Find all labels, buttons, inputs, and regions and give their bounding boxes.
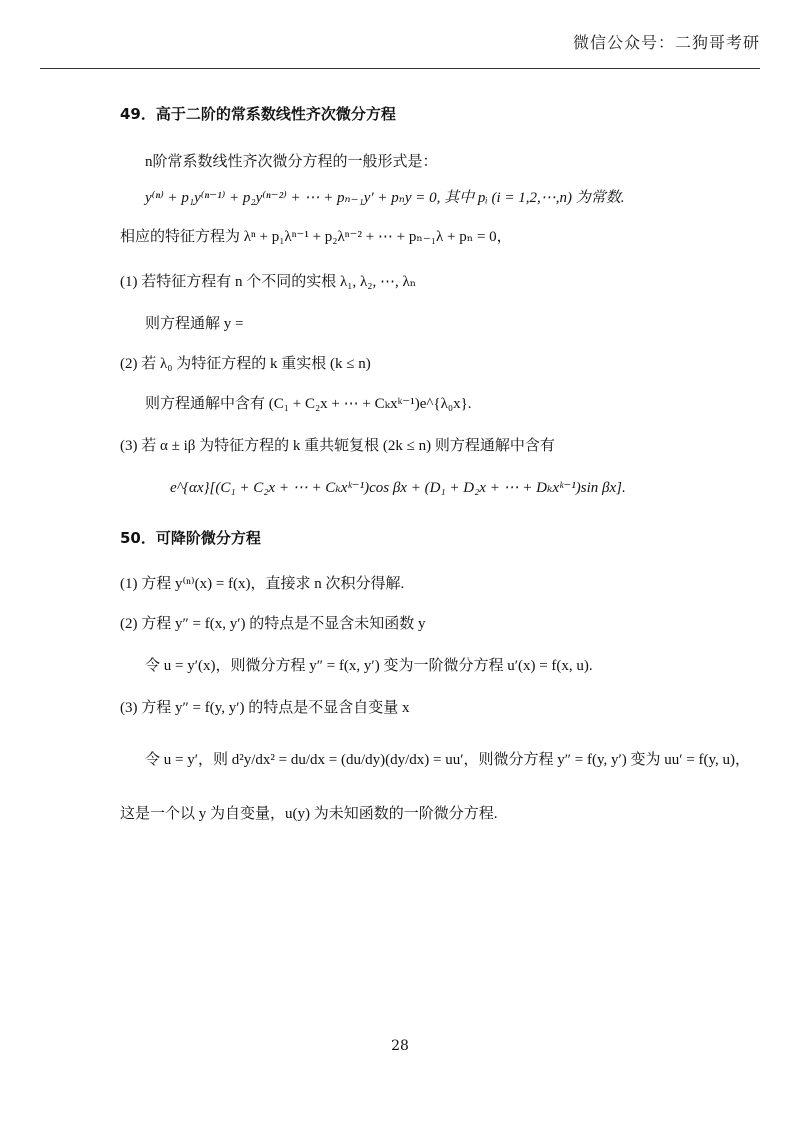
- section-50-item-2: (2) 方程 y″ = f(x, y′) 的特点是不显含未知函数 y: [120, 616, 426, 632]
- section-50-item-2-substitution: 令 u = y′(x)，则微分方程 y″ = f(x, y′) 变为一阶微分方程 u′(x) = f(x, u).: [145, 658, 593, 674]
- case-2-result: 则方程通解中含有 (C₁ + C₂x + ⋯ + Cₖxᵏ⁻¹)e^{λ₀x}.: [145, 396, 472, 412]
- section-50-item-3: (3) 方程 y″ = f(y, y′) 的特点是不显含自变量 x: [120, 700, 410, 716]
- section-49-intro: n阶常系数线性齐次微分方程的一般形式是：: [145, 154, 438, 170]
- characteristic-equation: 相应的特征方程为 λⁿ + p₁λⁿ⁻¹ + p₂λⁿ⁻² + ⋯ + pₙ₋₁λ + pₙ = 0，: [120, 229, 512, 245]
- section-50-item-3-substitution: 令 u = y′，则 d²y/dx² = du/dx = (du/dy)(dy/dx) = uu′，则微分方程 y″ = f(y, y′) 变为 uu′ = f(y, u)，: [145, 752, 751, 768]
- section-50-conclusion: 这是一个以 y 为自变量，u(y) 为未知函数的一阶微分方程.: [120, 806, 498, 822]
- section-49-title: 49．高于二阶的常系数线性齐次微分方程: [120, 105, 396, 123]
- header-account-name: 微信公众号：二狗哥考研: [572, 33, 760, 52]
- case-3-statement: (3) 若 α ± iβ 为特征方程的 k 重共轭复根 (2k ≤ n) 则方程通解中含有: [120, 438, 555, 454]
- section-50-title: 50．可降阶微分方程: [120, 529, 261, 547]
- page-number: 28: [391, 1038, 409, 1054]
- general-form-equation: y⁽ⁿ⁾ + p₁y⁽ⁿ⁻¹⁾ + p₂y⁽ⁿ⁻²⁾ + ⋯ + pₙ₋₁y′ + pₙy = 0, 其中 pᵢ (i = 1,2,⋯,n) 为常数.: [145, 190, 625, 206]
- section-50-item-1: (1) 方程 y⁽ⁿ⁾(x) = f(x)，直接求 n 次积分得解.: [120, 576, 405, 592]
- case-1-result: 则方程通解 y =: [145, 316, 244, 332]
- case-3-result: e^{αx}[(C₁ + C₂x + ⋯ + Cₖxᵏ⁻¹)cos βx + (D₁ + D₂x + ⋯ + Dₖxᵏ⁻¹)sin βx].: [170, 480, 626, 496]
- case-2-statement: (2) 若 λ₀ 为特征方程的 k 重实根 (k ≤ n): [120, 356, 371, 372]
- header-divider: [40, 68, 760, 69]
- case-1-statement: (1) 若特征方程有 n 个不同的实根 λ₁, λ₂, ⋯, λₙ: [120, 274, 417, 290]
